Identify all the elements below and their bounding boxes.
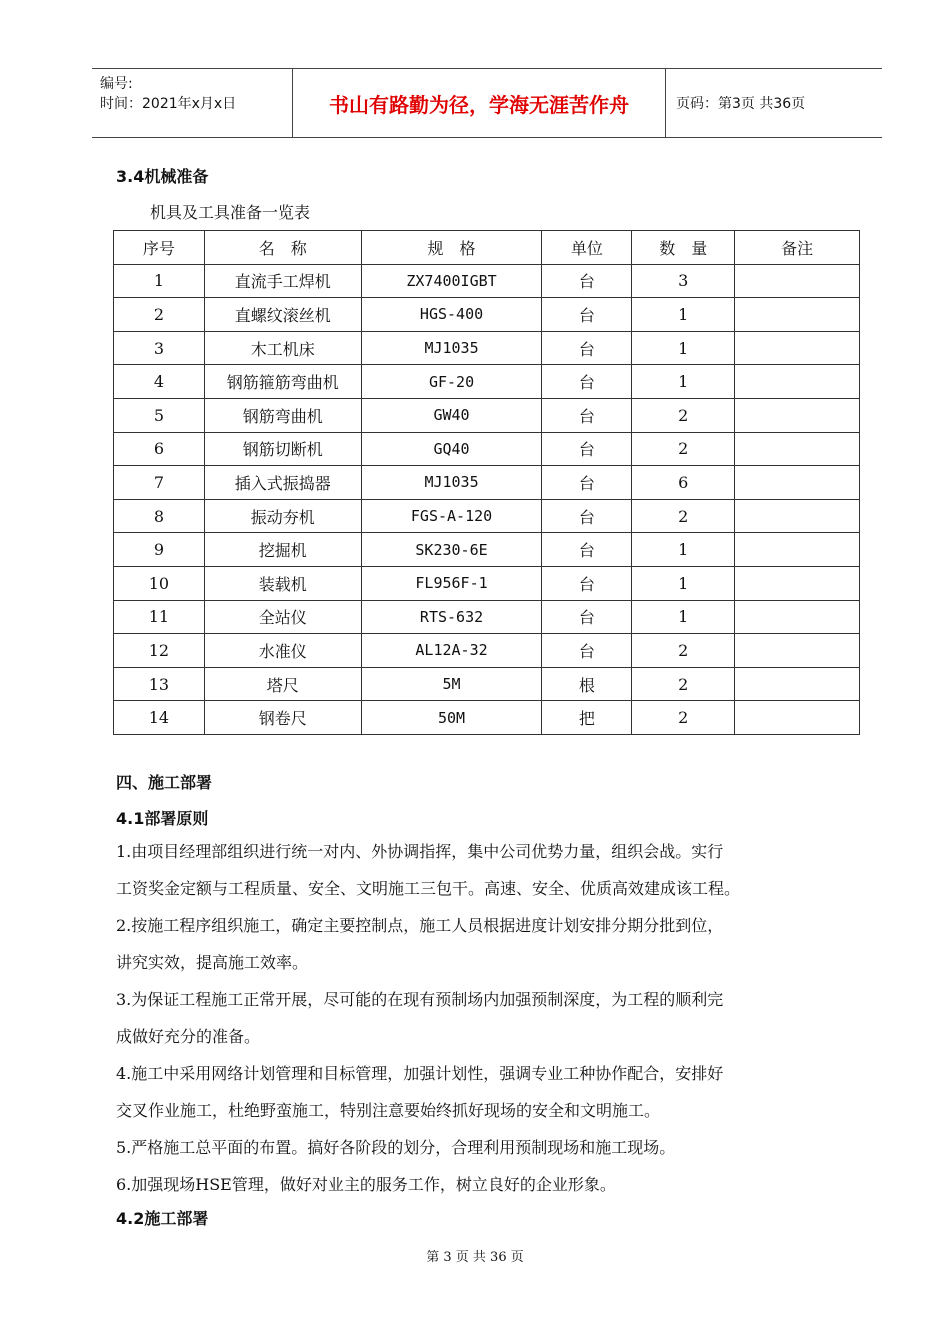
cell-spec: MJ1035 bbox=[361, 466, 542, 500]
cell-remark bbox=[735, 331, 860, 365]
cell-unit: 台 bbox=[542, 331, 632, 365]
column-header: 名 称 bbox=[204, 231, 361, 265]
cell-unit: 台 bbox=[542, 466, 632, 500]
cell-name: 振动夯机 bbox=[204, 499, 361, 533]
cell-quantity: 3 bbox=[632, 264, 735, 298]
cell-name: 全站仪 bbox=[204, 600, 361, 634]
paragraph-line: 4.施工中采用网络计划管理和目标管理，加强计划性，强调专业工种协作配合，安排好 bbox=[116, 1064, 724, 1083]
cell-index: 6 bbox=[114, 432, 205, 466]
table-row bbox=[114, 331, 860, 365]
paragraph-line: 1.由项目经理部组织进行统一对内、外协调指挥，集中公司优势力量，组织会战。实行 bbox=[116, 842, 724, 861]
cell-remark bbox=[735, 667, 860, 701]
cell-index: 2 bbox=[114, 298, 205, 332]
deployment-principles bbox=[116, 833, 861, 1203]
cell-quantity: 2 bbox=[632, 499, 735, 533]
column-header: 数 量 bbox=[632, 231, 735, 265]
cell-name: 钢筋箍筋弯曲机 bbox=[204, 365, 361, 399]
cell-unit: 台 bbox=[542, 398, 632, 432]
cell-index: 13 bbox=[114, 667, 205, 701]
cell-spec: 50M bbox=[361, 701, 542, 735]
cell-spec: GF-20 bbox=[361, 365, 542, 399]
cell-quantity: 2 bbox=[632, 398, 735, 432]
cell-remark bbox=[735, 298, 860, 332]
table-caption: 机具及工具准备一览表 bbox=[150, 203, 311, 222]
section-4-1-title: 4.1部署原则 bbox=[116, 809, 209, 828]
cell-quantity: 1 bbox=[632, 566, 735, 600]
table-row bbox=[114, 298, 860, 332]
cell-index: 8 bbox=[114, 499, 205, 533]
cell-quantity: 1 bbox=[632, 331, 735, 365]
cell-spec: SK230-6E bbox=[361, 533, 542, 567]
table-header-row bbox=[114, 231, 860, 265]
table-row bbox=[114, 466, 860, 500]
cell-unit: 台 bbox=[542, 566, 632, 600]
section-4-2-title: 4.2施工部署 bbox=[116, 1209, 209, 1228]
cell-index: 3 bbox=[114, 331, 205, 365]
code-label: 编号: bbox=[100, 76, 133, 92]
section-3-4-title: 3.4机械准备 bbox=[116, 167, 209, 186]
cell-unit: 根 bbox=[542, 667, 632, 701]
paragraph-line: 5.严格施工总平面的布置。搞好各阶段的划分，合理利用预制现场和施工现场。 bbox=[116, 1138, 676, 1157]
cell-quantity: 2 bbox=[632, 701, 735, 735]
paragraph-line: 6.加强现场HSE管理，做好对业主的服务工作，树立良好的企业形象。 bbox=[116, 1175, 616, 1194]
table-row bbox=[114, 600, 860, 634]
paragraph-line: 工资奖金定额与工程质量、安全、文明施工三包干。高速、安全、优质高效建成该工程。 bbox=[116, 879, 741, 898]
column-header: 规 格 bbox=[361, 231, 542, 265]
cell-index: 9 bbox=[114, 533, 205, 567]
cell-name: 直螺纹滚丝机 bbox=[204, 298, 361, 332]
cell-name: 挖掘机 bbox=[204, 533, 361, 567]
table-row bbox=[114, 533, 860, 567]
cell-quantity: 1 bbox=[632, 600, 735, 634]
cell-name: 水准仪 bbox=[204, 634, 361, 668]
header-info bbox=[92, 69, 293, 137]
cell-spec: 5M bbox=[361, 667, 542, 701]
cell-remark bbox=[735, 533, 860, 567]
cell-quantity: 1 bbox=[632, 533, 735, 567]
cell-name: 装载机 bbox=[204, 566, 361, 600]
cell-spec: RTS-632 bbox=[361, 600, 542, 634]
cell-unit: 台 bbox=[542, 298, 632, 332]
cell-quantity: 2 bbox=[632, 432, 735, 466]
column-header: 单位 bbox=[542, 231, 632, 265]
cell-spec: GW40 bbox=[361, 398, 542, 432]
cell-name: 钢卷尺 bbox=[204, 701, 361, 735]
table-row bbox=[114, 667, 860, 701]
cell-index: 4 bbox=[114, 365, 205, 399]
cell-spec: HGS-400 bbox=[361, 298, 542, 332]
cell-spec: AL12A-32 bbox=[361, 634, 542, 668]
cell-remark bbox=[735, 499, 860, 533]
cell-name: 钢筋弯曲机 bbox=[204, 398, 361, 432]
cell-index: 14 bbox=[114, 701, 205, 735]
cell-index: 5 bbox=[114, 398, 205, 432]
cell-unit: 把 bbox=[542, 701, 632, 735]
equipment-table bbox=[113, 230, 860, 735]
table-row bbox=[114, 432, 860, 466]
cell-name: 直流手工焊机 bbox=[204, 264, 361, 298]
cell-remark bbox=[735, 432, 860, 466]
paragraph-line: 交叉作业施工，杜绝野蛮施工，特别注意要始终抓好现场的安全和文明施工。 bbox=[116, 1101, 661, 1120]
section-4-title: 四、施工部署 bbox=[116, 773, 213, 792]
column-header: 序号 bbox=[114, 231, 205, 265]
cell-spec: FL956F-1 bbox=[361, 566, 542, 600]
cell-index: 1 bbox=[114, 264, 205, 298]
paragraph-line: 3.为保证工程施工正常开展，尽可能的在现有预制场内加强预制深度，为工程的顺利完 bbox=[116, 990, 724, 1009]
cell-quantity: 1 bbox=[632, 298, 735, 332]
header-motto: 书山有路勤为径，学海无涯苦作舟 bbox=[293, 69, 666, 137]
cell-remark bbox=[735, 466, 860, 500]
table-row bbox=[114, 264, 860, 298]
table-row bbox=[114, 365, 860, 399]
cell-index: 7 bbox=[114, 466, 205, 500]
cell-name: 塔尺 bbox=[204, 667, 361, 701]
cell-quantity: 2 bbox=[632, 634, 735, 668]
cell-index: 12 bbox=[114, 634, 205, 668]
cell-remark bbox=[735, 365, 860, 399]
time-label: 时间：2021年x月x日 bbox=[100, 96, 237, 112]
table-row bbox=[114, 566, 860, 600]
cell-spec: FGS-A-120 bbox=[361, 499, 542, 533]
cell-name: 木工机床 bbox=[204, 331, 361, 365]
cell-unit: 台 bbox=[542, 533, 632, 567]
header-page-label: 页码：第3页 共36页 bbox=[676, 96, 806, 112]
cell-index: 10 bbox=[114, 566, 205, 600]
cell-spec: MJ1035 bbox=[361, 331, 542, 365]
cell-index: 11 bbox=[114, 600, 205, 634]
paragraph-line: 2.按施工程序组织施工，确定主要控制点，施工人员根据进度计划安排分期分批到位， bbox=[116, 916, 724, 935]
cell-unit: 台 bbox=[542, 432, 632, 466]
cell-remark bbox=[735, 634, 860, 668]
table-row bbox=[114, 499, 860, 533]
table-body bbox=[114, 264, 860, 734]
paragraph-line: 讲究实效，提高施工效率。 bbox=[116, 953, 309, 972]
page-header bbox=[92, 68, 882, 138]
cell-remark bbox=[735, 264, 860, 298]
paragraph-line: 成做好充分的准备。 bbox=[116, 1027, 261, 1046]
cell-unit: 台 bbox=[542, 365, 632, 399]
table-row bbox=[114, 398, 860, 432]
cell-name: 插入式振捣器 bbox=[204, 466, 361, 500]
cell-spec: ZX7400IGBT bbox=[361, 264, 542, 298]
page-footer: 第 3 页 共 36 页 bbox=[426, 1250, 524, 1265]
cell-name: 钢筋切断机 bbox=[204, 432, 361, 466]
cell-unit: 台 bbox=[542, 634, 632, 668]
cell-remark bbox=[735, 600, 860, 634]
cell-unit: 台 bbox=[542, 600, 632, 634]
cell-unit: 台 bbox=[542, 264, 632, 298]
cell-unit: 台 bbox=[542, 499, 632, 533]
cell-spec: GQ40 bbox=[361, 432, 542, 466]
table-row bbox=[114, 701, 860, 735]
cell-remark bbox=[735, 398, 860, 432]
cell-quantity: 1 bbox=[632, 365, 735, 399]
table-row bbox=[114, 634, 860, 668]
cell-quantity: 6 bbox=[632, 466, 735, 500]
cell-quantity: 2 bbox=[632, 667, 735, 701]
cell-remark bbox=[735, 566, 860, 600]
cell-remark bbox=[735, 701, 860, 735]
column-header: 备注 bbox=[735, 231, 860, 265]
